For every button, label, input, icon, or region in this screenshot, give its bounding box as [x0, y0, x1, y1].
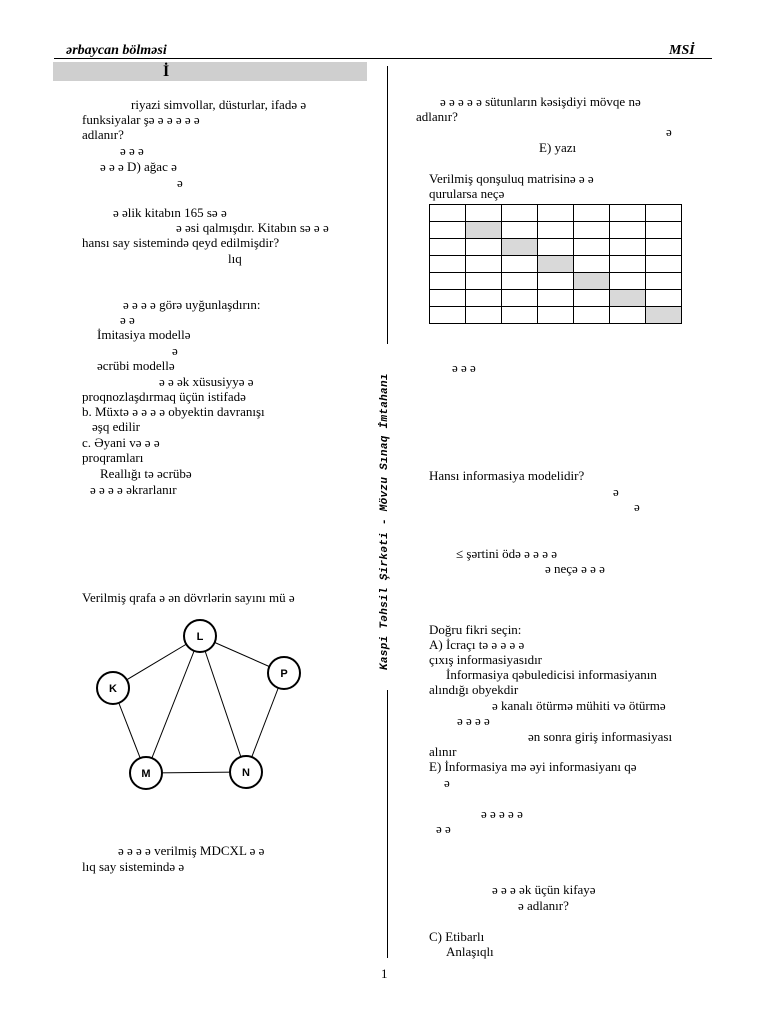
left-line-19: c. Əyani və ə ə	[82, 435, 160, 450]
matrix-cell	[538, 290, 574, 307]
matrix-cell	[502, 239, 538, 256]
right-line-9: ə	[634, 499, 640, 514]
edge-l-n	[200, 636, 246, 772]
matrix-cell	[430, 273, 466, 290]
matrix-cell	[574, 290, 610, 307]
right-line-13: A) İcraçı tə ə ə ə ə	[429, 637, 525, 652]
left-line-12: İmitasiya modellə	[97, 327, 191, 342]
left-line-10: ə ə ə ə görə uyğunlaşdırın:	[123, 297, 261, 312]
matrix-cell	[646, 307, 682, 324]
edge-l-m	[146, 636, 200, 773]
right-line-20: alınır	[429, 744, 457, 759]
graph-label-m: M	[141, 768, 151, 780]
matrix-cell	[610, 239, 646, 256]
left-line-2: adlanır?	[82, 127, 124, 142]
right-line-22: ə	[444, 775, 450, 790]
matrix-cell	[610, 290, 646, 307]
left-line-11: ə ə	[120, 312, 135, 327]
matrix-cell	[430, 290, 466, 307]
graph-label-l: L	[196, 631, 204, 643]
left-line-4: ə ə ə D) ağac ə	[100, 159, 177, 174]
matrix-row	[430, 222, 682, 239]
left-line-17: b. Müxtə ə ə ə ə obyektin davranışı	[82, 404, 265, 419]
graph-label-n: N	[242, 767, 250, 779]
matrix-cell	[646, 273, 682, 290]
matrix-row	[430, 256, 682, 273]
right-line-6: ə ə ə	[452, 360, 476, 375]
matrix-cell	[466, 239, 502, 256]
left-line-8: hansı say sistemində qeyd edilmişdir?	[82, 235, 280, 250]
matrix-cell	[574, 307, 610, 324]
right-line-26: ə adlanır?	[518, 898, 569, 913]
cycle-graph	[84, 616, 314, 796]
right-line-4: Verilmiş qonşuluq matrisinə ə ə	[429, 171, 594, 186]
matrix-cell	[574, 205, 610, 222]
matrix-cell	[538, 205, 574, 222]
right-line-11: ə neçə ə ə ə	[545, 561, 605, 576]
column-divider-bottom	[387, 690, 388, 958]
matrix-cell	[610, 256, 646, 273]
matrix-cell	[502, 205, 538, 222]
right-line-15: İnformasiya qəbuledicisi informasiyanın	[446, 667, 657, 682]
left-line-18: əşq edilir	[92, 419, 141, 434]
matrix-cell	[502, 222, 538, 239]
matrix-cell	[610, 273, 646, 290]
matrix-cell	[502, 273, 538, 290]
vertical-title: Kaspi Təhsil Şirkəti - Mövzu Sınaq İmtahanı	[379, 373, 391, 670]
page-number: 1	[381, 966, 388, 981]
matrix-row	[430, 290, 682, 307]
right-line-0: ə ə ə ə ə sütunların kəsişdiyi mövqe nə	[440, 94, 641, 109]
header-right-text: MSİ	[669, 43, 695, 58]
matrix-cell	[430, 239, 466, 256]
left-line-3: ə ə ə	[120, 143, 144, 158]
matrix-cell	[430, 222, 466, 239]
right-line-21: E) İnformasiya mə əyi informasiyanı qə	[429, 759, 637, 774]
left-line-7: ə əsi qalmışdır. Kitabın sə ə ə	[176, 220, 329, 235]
matrix-cell	[502, 256, 538, 273]
right-line-28: Anlaşıqlı	[446, 944, 494, 959]
header-left-text: ərbaycan bölməsi	[66, 43, 167, 58]
left-line-6: ə əlik kitabın 165 sə ə	[113, 205, 227, 220]
matrix-cell	[646, 239, 682, 256]
right-line-16: alındığı obyekdir	[429, 682, 519, 697]
graph-label-p: P	[280, 668, 288, 680]
matrix-row	[430, 205, 682, 222]
matrix-row	[430, 273, 682, 290]
matrix-cell	[502, 290, 538, 307]
matrix-cell	[610, 222, 646, 239]
matrix-cell	[430, 205, 466, 222]
matrix-cell	[502, 307, 538, 324]
right-line-14: çıxış informasiyasıdır	[429, 652, 543, 667]
right-line-25: ə ə ə ək üçün kifayə	[492, 882, 596, 897]
left-line-15: ə ə ək xüsusiyyə ə	[159, 374, 254, 389]
matrix-cell	[538, 256, 574, 273]
left-line-24: ə ə ə ə verilmiş MDCXL ə ə	[118, 843, 265, 858]
left-line-14: əcrübi modellə	[97, 358, 175, 373]
matrix-cell	[646, 222, 682, 239]
left-line-21: Reallığı tə əcrübə	[100, 466, 192, 481]
right-line-23: ə ə ə ə ə	[481, 806, 523, 821]
left-line-1: funksiyalar şə ə ə ə ə ə	[82, 112, 200, 127]
right-line-7: Hansı informasiya modelidir?	[429, 468, 585, 483]
right-line-3: E) yazı	[539, 140, 577, 155]
right-line-27: C) Etibarlı	[429, 929, 485, 944]
left-line-13: ə	[172, 343, 178, 358]
matrix-cell	[646, 205, 682, 222]
graph-label-k: K	[109, 683, 117, 695]
matrix-cell	[466, 205, 502, 222]
matrix-cell	[538, 222, 574, 239]
section-bar	[53, 62, 367, 81]
matrix-cell	[430, 256, 466, 273]
matrix-cell	[466, 222, 502, 239]
matrix-cell	[610, 205, 646, 222]
matrix-cell	[574, 239, 610, 256]
left-line-25: lıq say sistemində ə	[82, 859, 185, 874]
left-line-5: ə	[177, 175, 183, 190]
column-divider-top	[387, 66, 388, 344]
matrix-cell	[466, 273, 502, 290]
right-line-1: adlanır?	[416, 109, 458, 124]
right-line-10: ≤ şərtini ödə ə ə ə ə	[456, 546, 557, 561]
left-line-20: proqramları	[82, 450, 144, 465]
right-line-19: ən sonra giriş informasiyası	[528, 729, 673, 744]
matrix-row	[430, 239, 682, 256]
matrix-cell	[646, 290, 682, 307]
matrix-cell	[574, 256, 610, 273]
left-line-23: Verilmiş qrafa ə ən dövrlərin sayını mü ə	[82, 590, 295, 605]
matrix-cell	[610, 307, 646, 324]
section-letter: İ	[163, 63, 170, 80]
matrix-cell	[466, 256, 502, 273]
left-line-9: lıq	[228, 251, 242, 266]
matrix-cell	[574, 222, 610, 239]
matrix-cell	[538, 273, 574, 290]
right-line-24: ə ə	[436, 821, 451, 836]
left-line-16: proqnozlaşdırmaq üçün istifadə	[82, 389, 246, 404]
matrix-cell	[538, 307, 574, 324]
matrix-cell	[538, 239, 574, 256]
right-line-5: qurularsa neçə	[429, 186, 505, 201]
matrix-cell	[430, 307, 466, 324]
right-line-2: ə	[666, 124, 672, 139]
right-line-18: ə ə ə ə	[457, 713, 490, 728]
left-line-22: ə ə ə ə əkrarlanır	[90, 482, 177, 497]
left-line-0: riyazi simvollar, düsturlar, ifadə ə	[131, 97, 307, 112]
matrix-cell	[466, 290, 502, 307]
matrix-row	[430, 307, 682, 324]
matrix-cell	[646, 256, 682, 273]
right-line-17: ə kanalı ötürmə mühiti və ötürmə	[492, 698, 666, 713]
matrix-cell	[574, 273, 610, 290]
right-line-8: ə	[613, 484, 619, 499]
matrix-cell	[466, 307, 502, 324]
header-rule	[54, 58, 712, 59]
right-line-12: Doğru fikri seçin:	[429, 622, 522, 637]
adjacency-matrix	[429, 204, 682, 324]
